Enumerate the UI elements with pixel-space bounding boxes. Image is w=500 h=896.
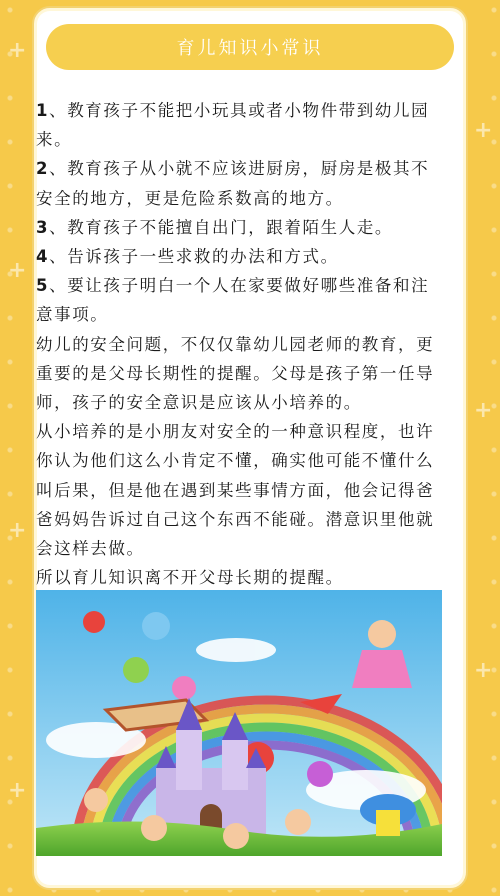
- cartoon-illustration: [36, 590, 442, 856]
- plus-decoration-icon: +: [474, 118, 493, 143]
- item-number: 5: [36, 276, 50, 296]
- children-castle-rainbow-image: [36, 590, 442, 856]
- list-item: [36, 242, 446, 271]
- list-item: [36, 271, 446, 329]
- item-text: 、教育孩子不能把小玩具或者小物件带到幼儿园来。: [36, 101, 430, 150]
- title-banner: [46, 24, 454, 70]
- plus-decoration-icon: +: [8, 38, 27, 63]
- plus-decoration-icon: +: [474, 398, 493, 423]
- item-number: 2: [36, 159, 50, 179]
- paragraph: 所以育儿知识离不开父母长期的提醒。: [36, 568, 344, 588]
- item-text: 、告诉孩子一些求救的办法和方式。: [49, 247, 339, 267]
- item-number: 3: [36, 217, 50, 237]
- item-number: 1: [36, 101, 50, 120]
- item-number: 4: [36, 247, 50, 267]
- plus-decoration-icon: +: [8, 258, 27, 283]
- item-text: 、教育孩子从小就不应该进厨房，厨房是极其不安全的地方，更是危险系数高的地方。: [36, 159, 430, 208]
- list-item: [36, 154, 446, 212]
- item-text: 、教育孩子不能擅自出门，跟着陌生人走。: [49, 217, 393, 237]
- list-item: [36, 96, 446, 154]
- page-title: 育儿知识小常识: [176, 38, 324, 59]
- plus-decoration-icon: +: [474, 658, 493, 683]
- list-item: [36, 213, 446, 242]
- article-body: [36, 96, 446, 592]
- plus-decoration-icon: +: [8, 778, 27, 803]
- paragraph: 幼儿的安全问题，不仅仅靠幼儿园老师的教育，更重要的是父母长期性的提醒。父母是孩子第一任导师，孩子的安全意识是应该从小培养的。: [36, 334, 435, 413]
- plus-decoration-icon: +: [8, 518, 27, 543]
- item-text: 、要让孩子明白一个人在家要做好哪些准备和注意事项。: [36, 276, 430, 325]
- paragraph: 从小培养的是小朋友对安全的一种意识程度，也许你认为他们这么小肯定不懂，确实他可能不懂什么叫后果，但是他在遇到某些事情方面，他会记得爸爸妈妈告诉过自己这个东西不能碰。潜意识里他就会这样去做。: [36, 422, 435, 559]
